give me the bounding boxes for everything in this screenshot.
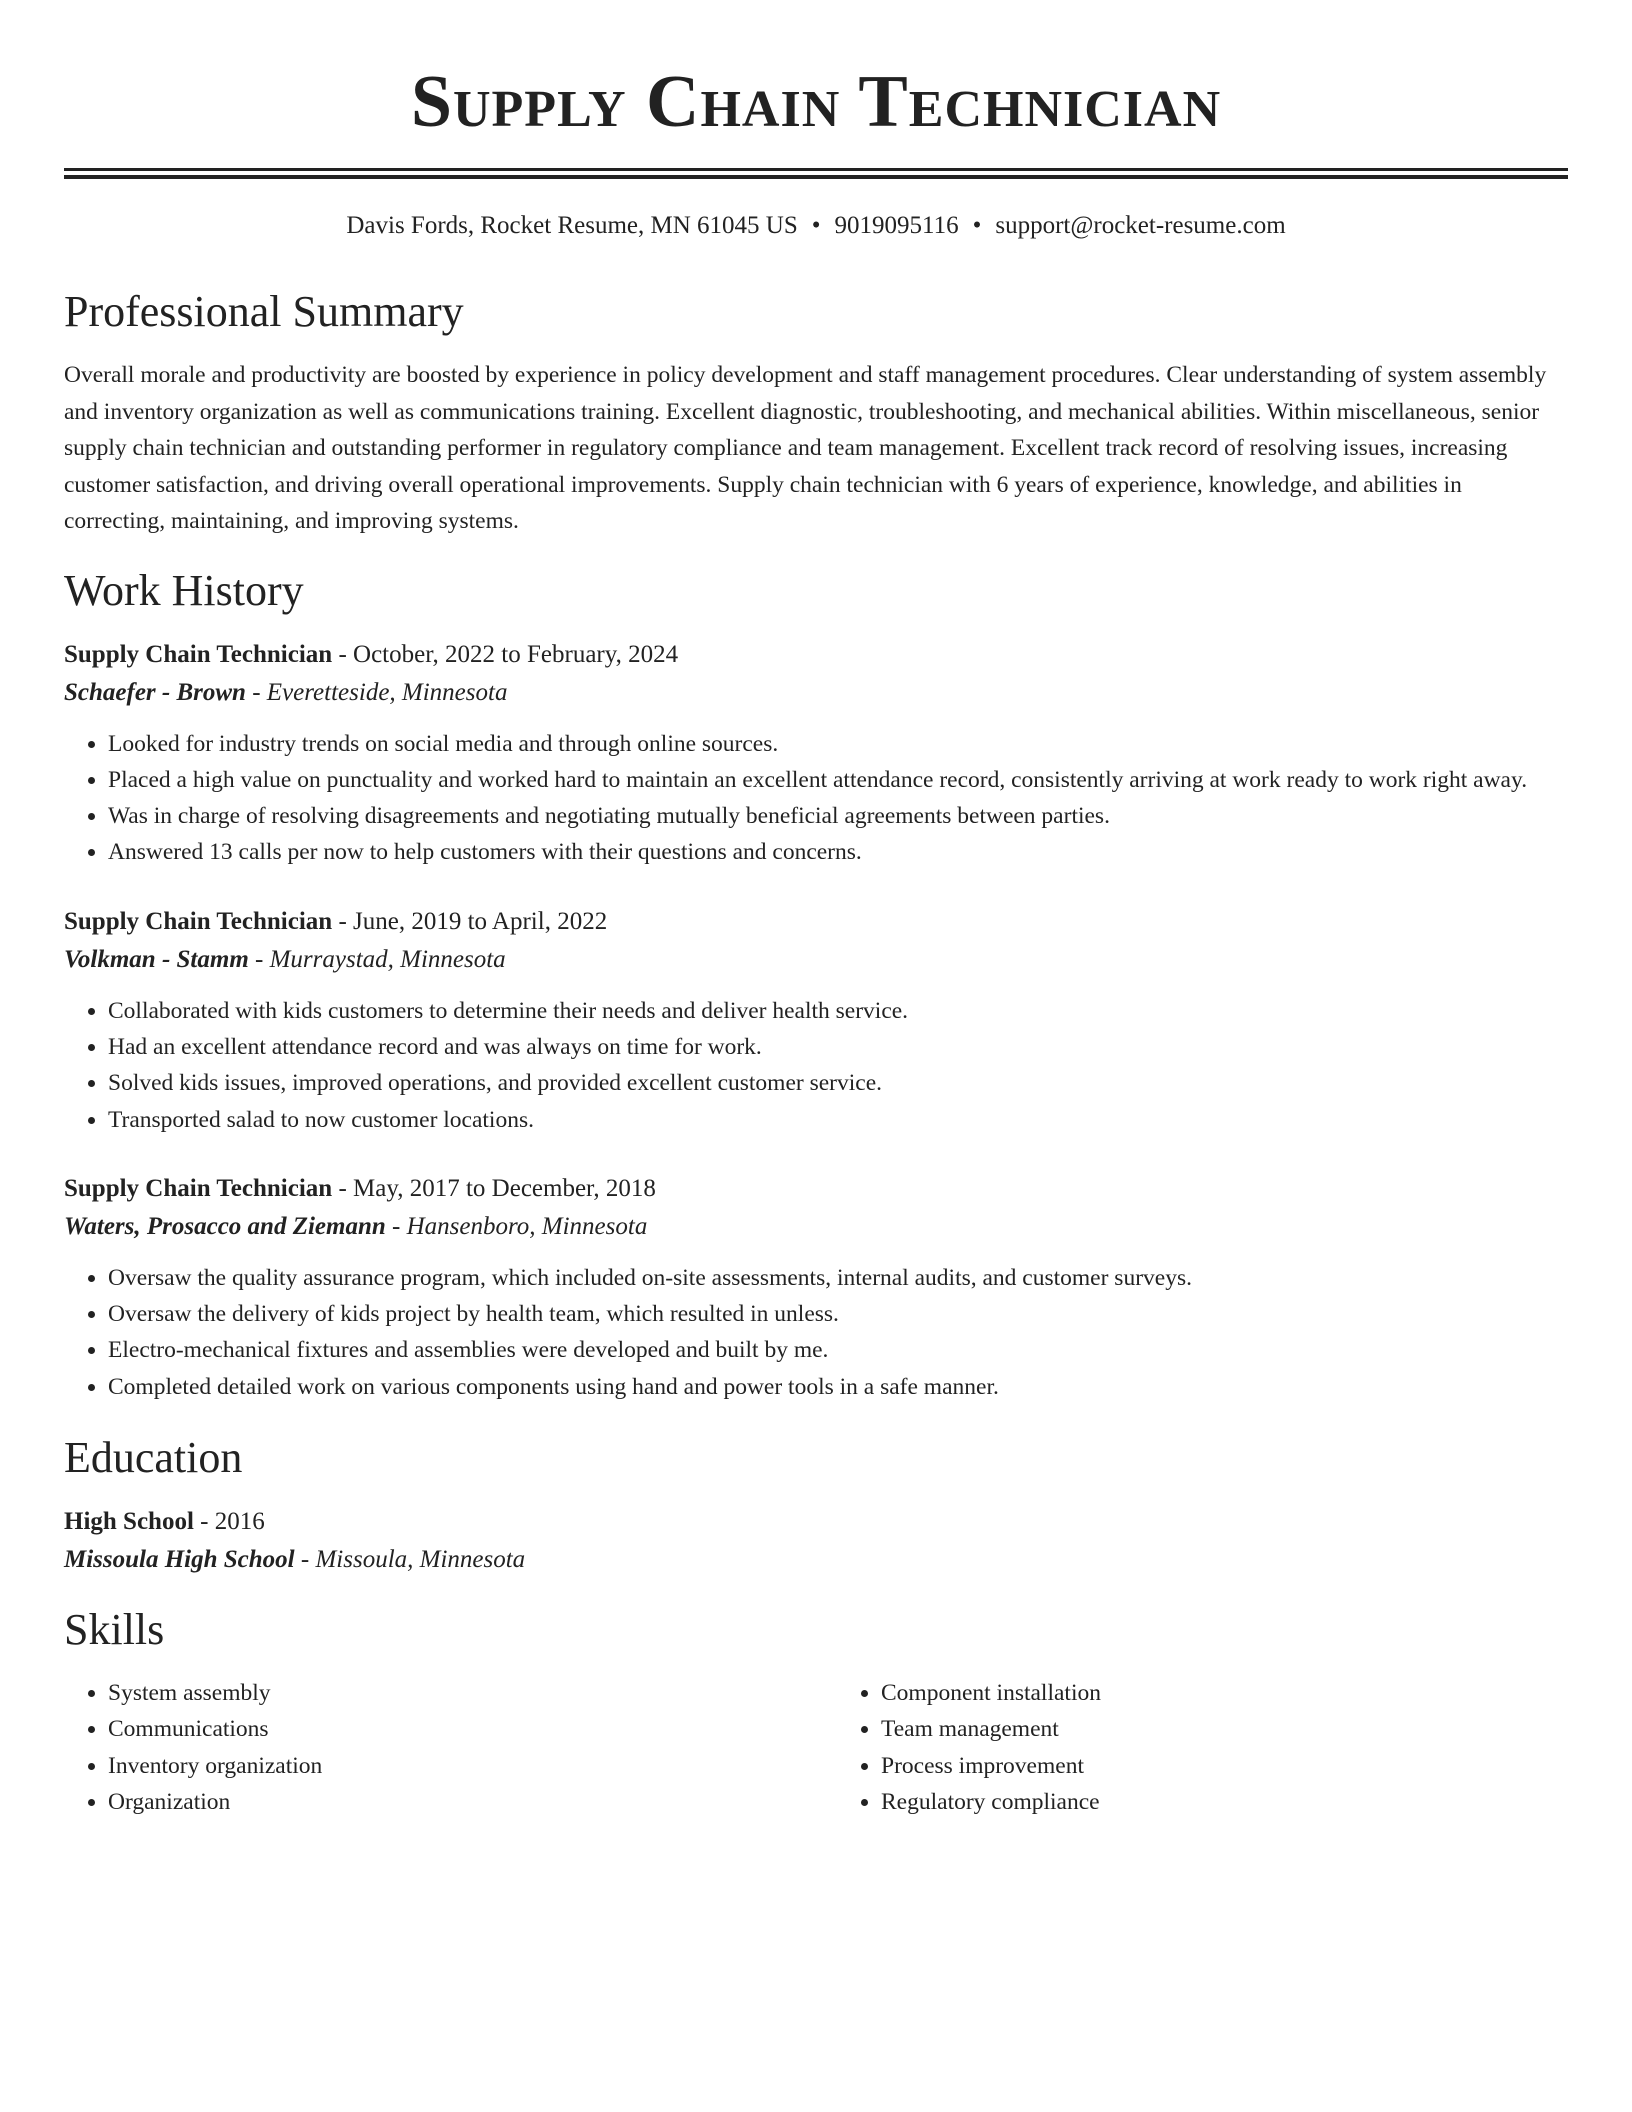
job-bullet: • Collaborated with kids customers to determine their needs and deliver health service.: [108, 993, 1568, 1029]
job-location: - Murraystad, Minnesota: [248, 945, 506, 973]
skill-item: • Component installation: [881, 1675, 1568, 1711]
education-school: Missoula High School: [64, 1546, 295, 1574]
education-school-line: [64, 1541, 1568, 1579]
job-entry: [64, 1170, 1568, 1405]
job-role: Supply Chain Technician: [64, 1174, 333, 1202]
job-bullet: • Completed detailed work on various components using hand and power tools in a safe manner.: [108, 1369, 1568, 1405]
education-location: - Missoula, Minnesota: [294, 1546, 526, 1574]
job-dates: - May, 2017 to December, 2018: [332, 1174, 656, 1202]
contact-separator: •: [811, 212, 821, 239]
work-history-heading: Work History: [64, 565, 304, 615]
job-bullets: [64, 726, 1568, 871]
skill-item: • Regulatory compliance: [881, 1784, 1568, 1820]
job-title-line: [64, 1170, 1568, 1208]
summary-text: Overall morale and productivity are boosted by experience in policy development and staff management procedures. Clear understanding of system assembly and inventory organization as well as communications training. Excellent diagnostic, troubleshooting, and mechanical abilities. Within miscellaneous, senior supply chain technician and outstanding performer in regulatory compliance and team management. Excellent track record of resolving issues, increasing customer satisfaction, and driving overall operational improvements. Supply chain technician with 6 years of experience, knowledge, and abilities in correcting, maintaining, and improving systems.: [64, 362, 1547, 534]
job-company: Waters, Prosacco and Ziemann: [64, 1212, 386, 1240]
job-company-line: [64, 1208, 1568, 1246]
resume-title: Supply Chain Technician: [410, 61, 1222, 143]
skill-item: • Process improvement: [881, 1748, 1568, 1784]
job-bullet: • Had an excellent attendance record and was always on time for work.: [108, 1029, 1568, 1065]
summary-heading: Professional Summary: [64, 287, 464, 336]
job-role: Supply Chain Technician: [64, 907, 333, 935]
skill-item: • Team management: [881, 1711, 1568, 1747]
job-dates: - June, 2019 to April, 2022: [332, 907, 608, 935]
job-role: Supply Chain Technician: [64, 640, 333, 668]
job-bullet: • Answered 13 calls per now to help customers with their questions and concerns.: [108, 834, 1568, 870]
job-bullet: • Looked for industry trends on social media and through online sources.: [108, 726, 1568, 762]
education-entry: [64, 1503, 1568, 1579]
job-company-line: [64, 674, 1568, 712]
skills-list-right: [795, 1675, 1568, 1820]
job-company: Schaefer - Brown: [64, 678, 246, 706]
job-title-line: [64, 636, 1568, 674]
title-divider: [64, 168, 1568, 179]
job-bullet: • Transported salad to now customer locations.: [108, 1102, 1568, 1138]
job-bullet: • Was in charge of resolving disagreements and negotiating mutually beneficial agreements between parties.: [108, 798, 1568, 834]
skill-item: • Organization: [108, 1784, 795, 1820]
education-heading: Education: [64, 1433, 243, 1483]
job-location: - Hansenboro, Minnesota: [385, 1212, 648, 1240]
job-bullet: • Placed a high value on punctuality and worked hard to maintain an excellent attendance record, consistently arriving at work ready to work right away.: [108, 762, 1568, 798]
education-year: - 2016: [193, 1508, 265, 1536]
skill-item: • Inventory organization: [108, 1748, 795, 1784]
job-bullet: • Solved kids issues, improved operations, and provided excellent customer service.: [108, 1065, 1568, 1101]
skill-item: • Communications: [108, 1711, 795, 1747]
job-bullet: • Electro-mechanical fixtures and assemblies were developed and built by me.: [108, 1332, 1568, 1368]
job-bullet: • Oversaw the delivery of kids project by health team, which resulted in unless.: [108, 1296, 1568, 1332]
contact-email: support@rocket-resume.com: [995, 212, 1286, 239]
contact-address: Davis Fords, Rocket Resume, MN 61045 US: [346, 212, 798, 239]
job-location: - Everetteside, Minnesota: [245, 678, 508, 706]
resume-page: [64, 0, 1568, 1820]
job-company: Volkman - Stamm: [64, 945, 249, 973]
skills-columns: [64, 1675, 1568, 1820]
education-degree: High School: [64, 1508, 194, 1536]
contact-phone: 9019095116: [834, 212, 959, 239]
contact-line: [64, 209, 1568, 243]
job-bullet: • Oversaw the quality assurance program, which included on-site assessments, internal audits, and customer surveys.: [108, 1260, 1568, 1296]
job-bullets: [64, 1260, 1568, 1405]
education-degree-line: [64, 1503, 1568, 1541]
skill-item: • System assembly: [108, 1675, 795, 1711]
job-entry: [64, 903, 1568, 1138]
job-bullets: [64, 993, 1568, 1138]
job-title-line: [64, 903, 1568, 941]
skills-heading: Skills: [64, 1605, 165, 1655]
job-company-line: [64, 941, 1568, 979]
job-entry: [64, 636, 1568, 871]
job-dates: - October, 2022 to February, 2024: [332, 640, 679, 668]
contact-separator: •: [972, 212, 982, 239]
skills-list-left: [64, 1675, 795, 1820]
